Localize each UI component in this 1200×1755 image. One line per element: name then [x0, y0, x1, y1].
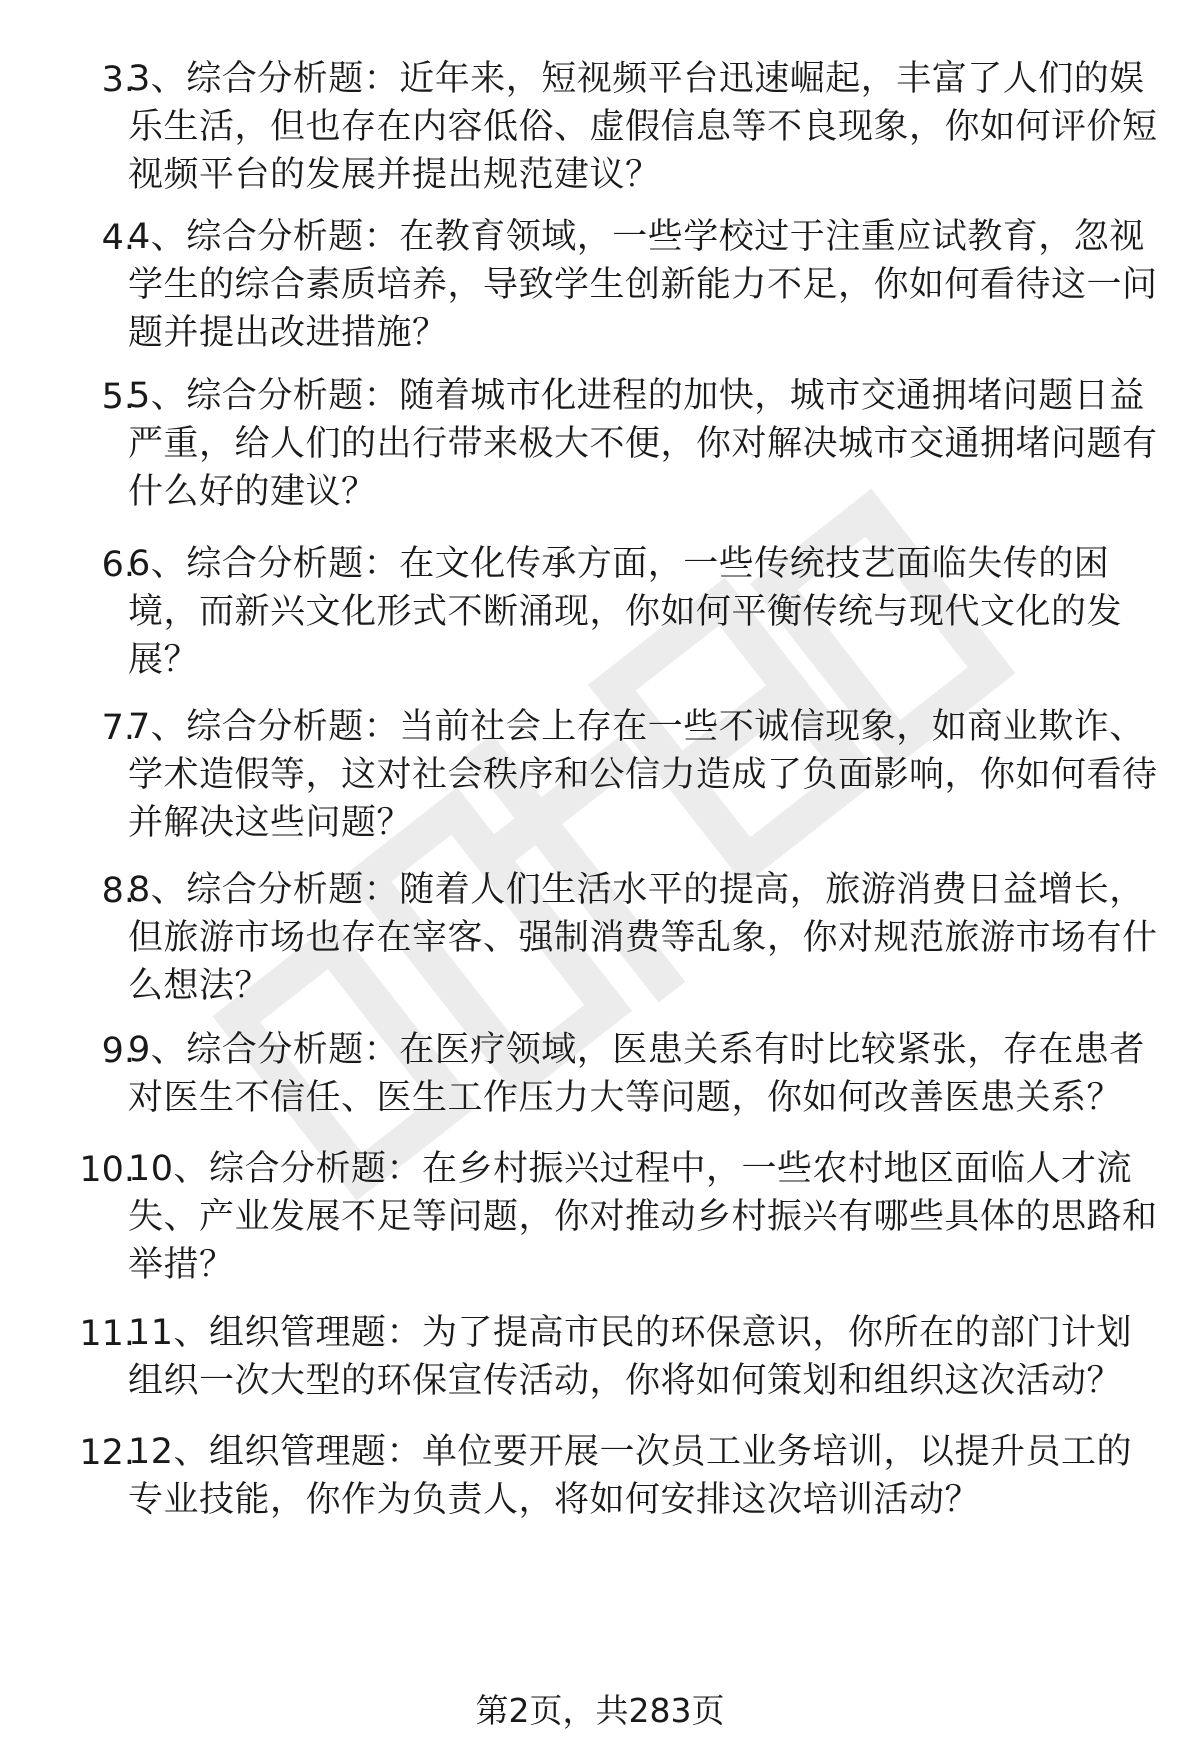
question-text: 12、组织管理题：单位要开展一次员工业务培训，以提升员工的专业技能，你作为负责人，将如何安排这次培训活动？ [128, 1432, 1133, 1520]
item-number: 4. [101, 218, 135, 258]
item-number: 8. [101, 871, 135, 911]
page-number: 第2页，共283页 [475, 1691, 725, 1730]
question-text: 11、组织管理题：为了提高市民的环保意识，你所在的部门计划组织一次大型的环保宣传活动，你将如何策划和组织这次活动？ [128, 1313, 1133, 1401]
item-number: 12. [79, 1433, 135, 1473]
question-text: 9、综合分析题：在医疗领域，医患关系有时比较紧张，存在患者对医生不信任、医生工作压力大等问题，你如何改善医患关系？ [128, 1030, 1145, 1118]
item-number: 10. [79, 1150, 135, 1190]
question-text: 7、综合分析题：当前社会上存在一些不诚信现象，如商业欺诈、学术造假等，这对社会秩序和公信力造成了负面影响，你如何看待并解决这些问题？ [128, 707, 1158, 843]
item-number: 7. [101, 708, 135, 748]
question-text: 3、综合分析题：近年来，短视频平台迅速崛起，丰富了人们的娱乐生活，但也存在内容低俗、虚假信息等不良现象，你如何评价短视频平台的发展并提出规范建议？ [128, 59, 1158, 195]
item-number: 6. [101, 545, 135, 585]
item-number: 9. [101, 1031, 135, 1071]
item-number: 11. [79, 1314, 135, 1354]
question-text: 10、综合分析题：在乡村振兴过程中，一些农村地区面临人才流失、产业发展不足等问题，你对推动乡村振兴有哪些具体的思路和举措？ [128, 1149, 1158, 1285]
item-number: 5. [101, 377, 135, 417]
question-text: 4、综合分析题：在教育领域，一些学校过于注重应试教育，忽视学生的综合素质培养，导致学生创新能力不足，你如何看待这一问题并提出改进措施？ [128, 217, 1158, 353]
question-text: 5、综合分析题：随着城市化进程的加快，城市交通拥堵问题日益严重，给人们的出行带来极大不便，你对解决城市交通拥堵问题有什么好的建议？ [128, 376, 1158, 512]
item-number: 3. [101, 60, 135, 100]
question-text: 6、综合分析题：在文化传承方面，一些传统技艺面临失传的困境，而新兴文化形式不断涌现，你如何平衡传统与现代文化的发展？ [128, 544, 1123, 680]
question-text: 8、综合分析题：随着人们生活水平的提高，旅游消费日益增长，但旅游市场也存在宰客、强制消费等乱象，你对规范旅游市场有什么想法？ [128, 870, 1158, 1006]
